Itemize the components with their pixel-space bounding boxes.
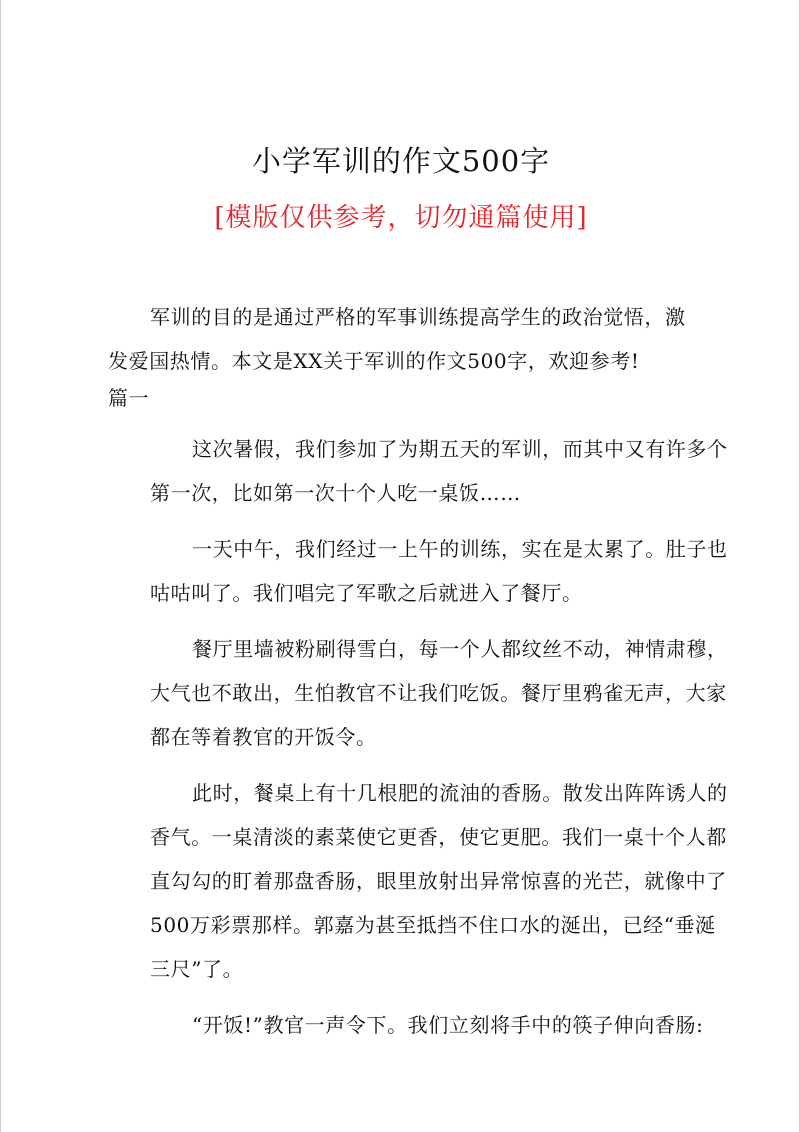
text-line: 这次暑假，我们参加了为期五天的军训，而其中又有许多个 [192, 437, 728, 461]
text-line: 三尺”了。 [150, 957, 244, 981]
text-line: 咕咕叫了。我们唱完了军歌之后就进入了餐厅。 [150, 581, 583, 605]
text-line: 都在等着教官的开饭令。 [150, 725, 377, 749]
text-line: 大气也不敢出，生怕教官不让我们吃饭。餐厅里鸦雀无声，大家 [150, 681, 727, 705]
section-heading: 篇一 [108, 386, 150, 410]
text-line: 此时，餐桌上有十几根肥的流油的香肠。散发出阵阵诱人的 [192, 781, 728, 805]
document-title: 小学军训的作文500字 [251, 144, 551, 178]
text-line: 发爱国热情。本文是XX关于军训的作文500字，欢迎参考! [108, 349, 640, 373]
document-body [108, 295, 728, 1059]
paragraph [108, 427, 728, 515]
text-line: 餐厅里墙被粉刷得雪白，每一个人都纹丝不动，神情肃穆， [192, 637, 728, 661]
intro-paragraph [108, 295, 700, 383]
text-line: 香气。一桌清淡的素菜使它更香，使它更肥。我们一桌十个人都 [150, 825, 727, 849]
text-line: “开饭!”教官一声令下。我们立刻将手中的筷子伸向香肠: [192, 1013, 704, 1037]
text-line: 直勾勾的盯着那盘香肠，眼里放射出异常惊喜的光芒，就像中了 [150, 869, 727, 893]
text-line: 500万彩票那样。郭嘉为甚至抵挡不住口水的涎出，已经“垂涎 [150, 913, 716, 937]
text-line: 第一次，比如第一次十个人吃一桌饭…… [150, 481, 521, 505]
paragraph [108, 527, 728, 615]
text-line: 军训的目的是通过严格的军事训练提高学生的政治觉悟，激 [150, 305, 686, 329]
paragraph [108, 627, 728, 759]
document-subtitle: [模版仅供参考，切勿通篇使用] [214, 203, 588, 233]
paragraph [108, 771, 728, 991]
text-line: 一天中午，我们经过一上午的训练，实在是太累了。肚子也 [192, 537, 728, 561]
paragraph [108, 1003, 704, 1047]
